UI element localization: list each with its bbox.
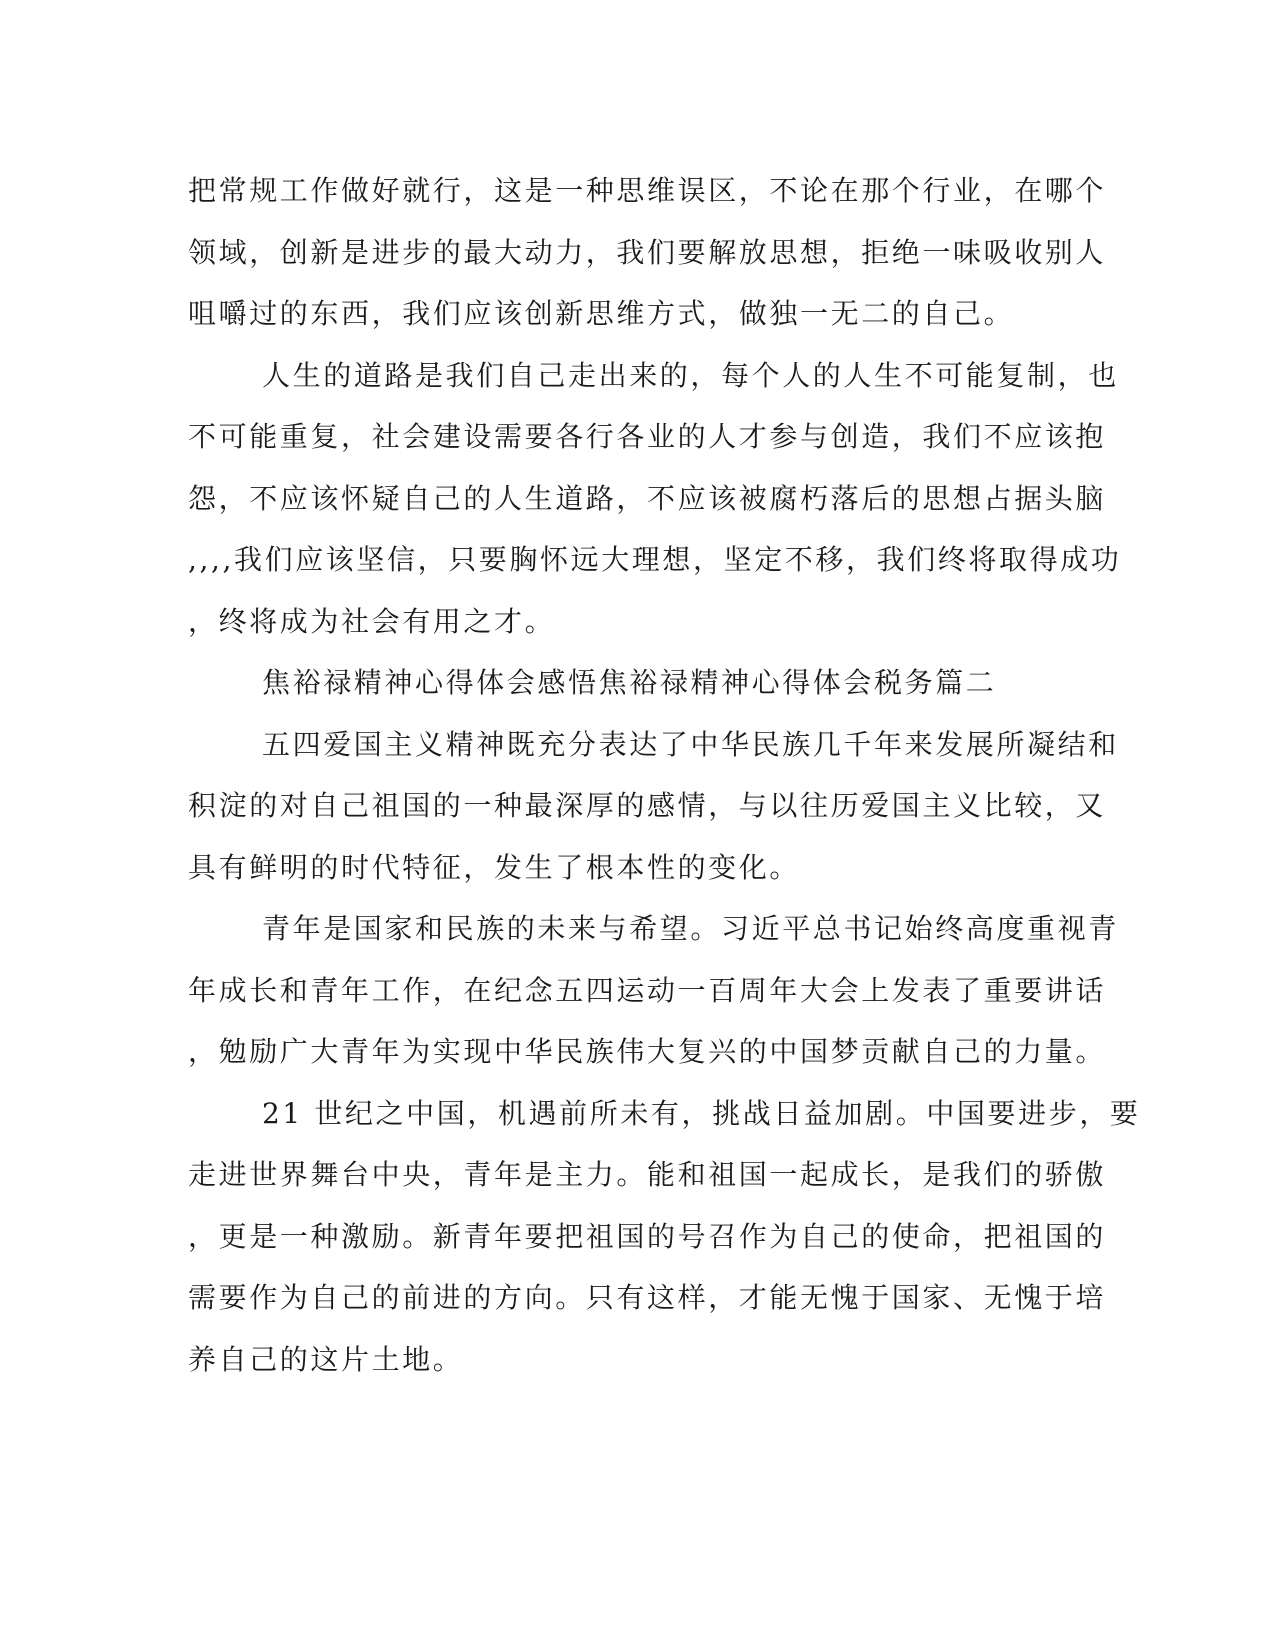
text-line-4: 人生的道路是我们自己走出来的，每个人的人生不可能复制，也 xyxy=(262,358,1119,392)
text-line-15: ，勉励广大青年为实现中华民族伟大复兴的中国梦贡献自己的力量。 xyxy=(188,1035,1107,1068)
text-line-2: 领域，创新是进步的最大动力，我们要解放思想，拒绝一味吸收别人 xyxy=(188,235,1107,269)
section-heading: 焦裕禄精神心得体会感悟焦裕禄精神心得体会税务篇二 xyxy=(262,666,997,699)
text-line-10: 五四爱国主义精神既充分表达了中华民族几千年来发展所凝结和 xyxy=(262,727,1119,761)
text-line-3: 咀嚼过的东西，我们应该创新思维方式，做独一无二的自己。 xyxy=(188,297,1015,330)
text-line-18: ，更是一种激励。新青年要把祖国的号召作为自己的使命，把祖国的 xyxy=(188,1219,1107,1253)
text-line-7: ,,,,我们应该坚信，只要胸怀远大理想，坚定不移，我们终将取得成功 xyxy=(188,543,1122,576)
text-line-13: 青年是国家和民族的未来与希望。习近平总书记始终高度重视青 xyxy=(262,912,1119,945)
text-line-16: 21 世纪之中国，机遇前所未有，挑战日益加剧。中国要进步，要 xyxy=(262,1096,1141,1130)
text-line-20: 养自己的这片土地。 xyxy=(188,1342,464,1376)
document-body xyxy=(188,160,1141,1390)
text-line-11: 积淀的对自己祖国的一种最深厚的感情，与以往历爱国主义比较，又 xyxy=(188,789,1107,822)
text-line-19: 需要作为自己的前进的方向。只有这样，才能无愧于国家、无愧于培 xyxy=(188,1281,1107,1314)
text-line-12: 具有鲜明的时代特征，发生了根本性的变化。 xyxy=(188,850,801,884)
text-line-1: 把常规工作做好就行，这是一种思维误区，不论在那个行业，在哪个 xyxy=(188,174,1107,207)
text-line-5: 不可能重复，社会建设需要各行各业的人才参与创造，我们不应该抱 xyxy=(188,420,1107,453)
text-line-6: 怨，不应该怀疑自己的人生道路，不应该被腐朽落后的思想占据头脑 xyxy=(188,481,1107,515)
text-line-8: ，终将成为社会有用之才。 xyxy=(188,604,556,638)
text-line-14: 年成长和青年工作，在纪念五四运动一百周年大会上发表了重要讲话 xyxy=(188,973,1107,1007)
text-line-17: 走进世界舞台中央，青年是主力。能和祖国一起成长，是我们的骄傲 xyxy=(188,1158,1107,1191)
